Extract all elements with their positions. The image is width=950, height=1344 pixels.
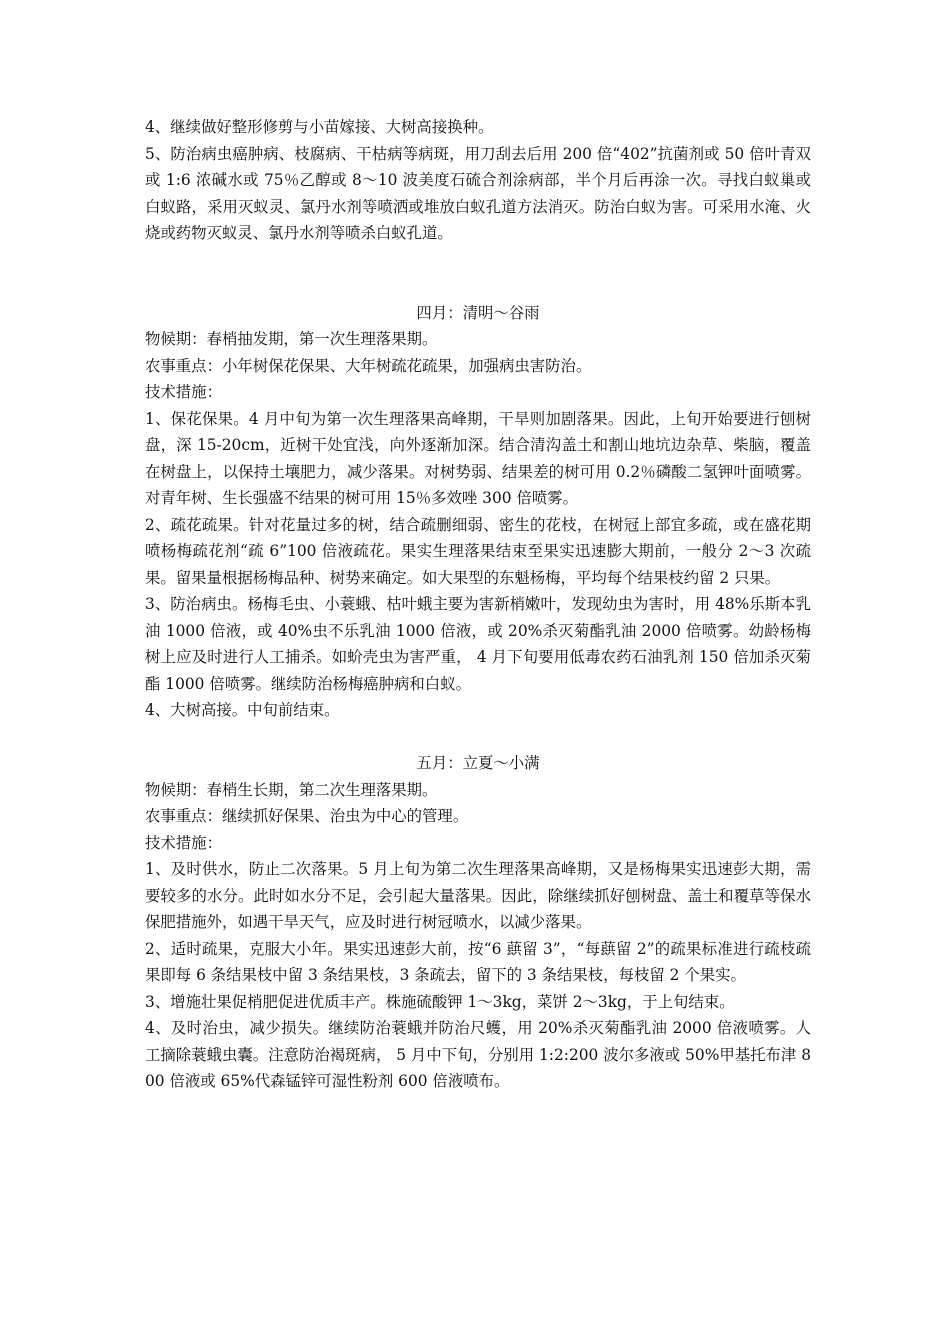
- april-measures-label: 技术措施：: [145, 383, 222, 401]
- april-focus: 农事重点：小年树保花保果、大年树疏花疏果，加强病虫害防治。: [145, 356, 592, 375]
- may-measures-label: 技术措施：: [145, 833, 222, 852]
- section-spacer: [145, 247, 811, 300]
- may-focus: 农事重点：继续抓好保果、治虫为中心的管理。: [145, 807, 469, 825]
- april-heading: 四月：清明～谷雨: [416, 303, 540, 322]
- april-measure-4: 4、大树高接。中旬前结束。: [145, 701, 340, 719]
- may-measure-1: 1、及时供水，防止二次落果。5 月上旬为第二次生理落果高峰期，又是杨梅果实迅速彭大期，需要较多的水分。此时如水分不足，会引起大量落果。因此，除继续抓好刨树盘、盖土和覆草等保水保肥措施外，如遇干旱天气，应及时进行树冠喷水，以减少落果。: [145, 860, 811, 931]
- may-phenology: 物候期：春梢生长期，第二次生理落果期。: [145, 780, 438, 799]
- intro-item-5: 5、防治病虫癌肿病、枝腐病、干枯病等病斑，用刀刮去后用 200 倍“402”抗菌剂或 50 倍叶青双或 1:6 浓碱水或 75％乙醇或 8～10 波美度石硫合剂涂病部，半个月后再涂一次。寻找白蚁巢或白蚁路，采用灭蚁灵、氯丹水剂等喷洒或堆放白蚁孔道方法消灭。防治白蚁为害。可采用水淹、火烧或药物灭蚁灵、氯丹水剂等喷杀白蚁孔道。: [145, 144, 811, 242]
- may-measure-2: 2、适时疏果，克服大小年。果实迅速彭大前，按“6 蕻留 3”，“每蕻留 2”的疏果标准进行疏枝疏果即每 6 条结果枝中留 3 条结果枝，3 条疏去，留下的 3 条结果枝，每枝留 2 个果实。: [145, 939, 811, 984]
- april-measure-2: 2、疏花疏果。针对花量过多的树，结合疏删细弱、密生的花枝，在树冠上部宜多疏，或在盛花期喷杨梅疏花剂“疏 6”100 倍液疏花。果实生理落果结束至果实迅速膨大期前，一般分 2～3 次疏果。留果量根据杨梅品种、树势来确定。如大果型的东魁杨梅，平均每个结果枝约留 2 只果。: [145, 515, 811, 587]
- may-heading: 五月：立夏～小满: [416, 754, 540, 772]
- april-phenology: 物候期：春梢抽发期，第一次生理落果期。: [145, 330, 438, 348]
- may-measure-3: 3、增施壮果促梢肥促进优质丰产。株施硫酸钾 1～3kg，菜饼 2～3kg，于上旬结束。: [145, 992, 735, 1011]
- may-measure-4: 4、及时治虫，减少损失。继续防治蓑蛾并防治尺蠖，用 20%杀灭菊酯乳油 2000 倍液喷雾。人工摘除蓑蛾虫囊。注意防治褐斑病， 5 月中下旬，分别用 1:2:200 波尔多液或 50%甲基托布津 800 倍液或 65%代森锰锌可湿性粉剂 600 倍液喷布。: [145, 1019, 811, 1090]
- april-measure-3: 3、防治病虫。杨梅毛虫、小蓑蛾、枯叶蛾主要为害新梢嫩叶，发现幼虫为害时，用 48%乐斯本乳油 1000 倍液，或 40%虫不乐乳油 1000 倍液，或 20%杀灭菊酯乳油 2000 倍喷雾。幼龄杨梅树上应及时进行人工捕杀。如蚧壳虫为害严重， 4 月下旬要用低毒农药石油乳剂 150 倍加杀灭菊酯 1000 倍喷雾。继续防治杨梅癌肿病和白蚁。: [145, 595, 811, 693]
- document-page: [145, 114, 811, 1095]
- intro-item-4: 4、继续做好整形修剪与小苗嫁接、大树高接换种。: [145, 118, 494, 136]
- april-measure-1: 1、保花保果。4 月中旬为第一次生理落果高峰期，干旱则加剧落果。因此，上旬开始要进行刨树盘，深 15-20cm，近树干处宜浅，向外逐渐加深。结合清沟盖土和割山地坑边杂草、柴脑，覆盖在树盘上，以保持土壤肥力，减少落果。对树势弱、结果差的树可用 0.2％磷酸二氢钾叶面喷雾。对青年树、生长强盛不结果的树可用 15％多效唑 300 倍喷雾。: [145, 409, 811, 507]
- section-spacer: [145, 724, 811, 751]
